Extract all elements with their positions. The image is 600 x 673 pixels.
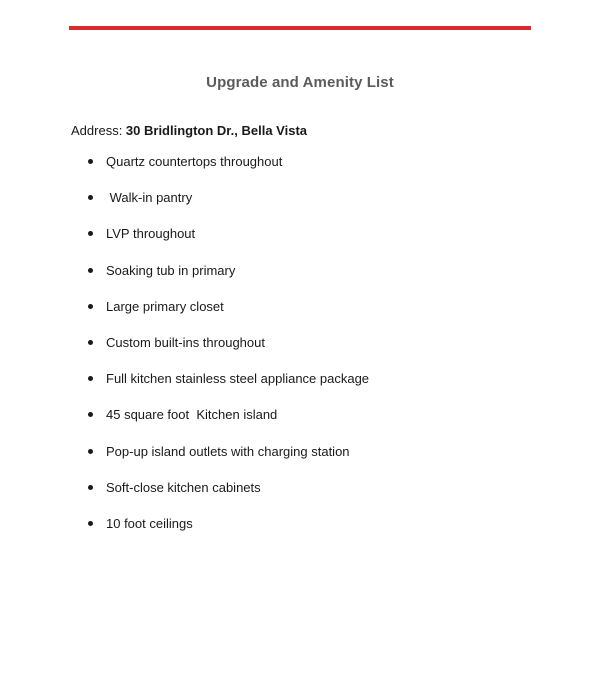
amenity-list xyxy=(88,153,369,551)
list-item xyxy=(88,298,369,334)
list-item-text: Soaking tub in primary xyxy=(106,262,236,278)
list-item-text: 45 square foot Kitchen island xyxy=(106,407,278,423)
bullet-icon xyxy=(88,304,93,309)
address-line xyxy=(71,123,307,138)
list-item-text: Custom built-ins throughout xyxy=(106,334,265,350)
list-item-text: LVP throughout xyxy=(106,226,196,242)
list-item xyxy=(88,443,369,479)
list-item xyxy=(88,262,369,298)
bullet-icon xyxy=(88,376,93,381)
list-item xyxy=(88,189,369,225)
list-item-text: 10 foot ceilings xyxy=(106,515,193,531)
list-item xyxy=(88,334,369,370)
page-title: Upgrade and Amenity List xyxy=(206,74,394,91)
bullet-icon xyxy=(88,485,93,490)
list-item xyxy=(88,479,369,515)
list-item-text: Full kitchen stainless steel appliance package xyxy=(106,371,370,387)
bullet-icon xyxy=(88,195,93,200)
bullet-icon xyxy=(88,268,93,273)
list-item-text: Soft-close kitchen cabinets xyxy=(106,479,261,495)
bullet-icon xyxy=(88,159,93,164)
list-item xyxy=(88,406,369,442)
bullet-icon xyxy=(88,449,93,454)
bullet-icon xyxy=(88,412,93,417)
list-item xyxy=(88,225,369,261)
list-item-text: Large primary closet xyxy=(106,298,224,314)
bullet-icon xyxy=(88,231,93,236)
address-label: Address: xyxy=(71,123,126,138)
list-item xyxy=(88,153,369,189)
list-item-text: Walk-in pantry xyxy=(106,190,193,206)
address-value: 30 Bridlington Dr., Bella Vista xyxy=(125,123,308,138)
bullet-icon xyxy=(88,521,93,526)
list-item xyxy=(88,370,369,406)
list-item-text: Pop-up island outlets with charging station xyxy=(106,443,350,459)
list-item-text: Quartz countertops throughout xyxy=(106,154,283,169)
header-rule xyxy=(69,26,531,30)
bullet-icon xyxy=(88,340,93,345)
list-item xyxy=(88,515,369,551)
